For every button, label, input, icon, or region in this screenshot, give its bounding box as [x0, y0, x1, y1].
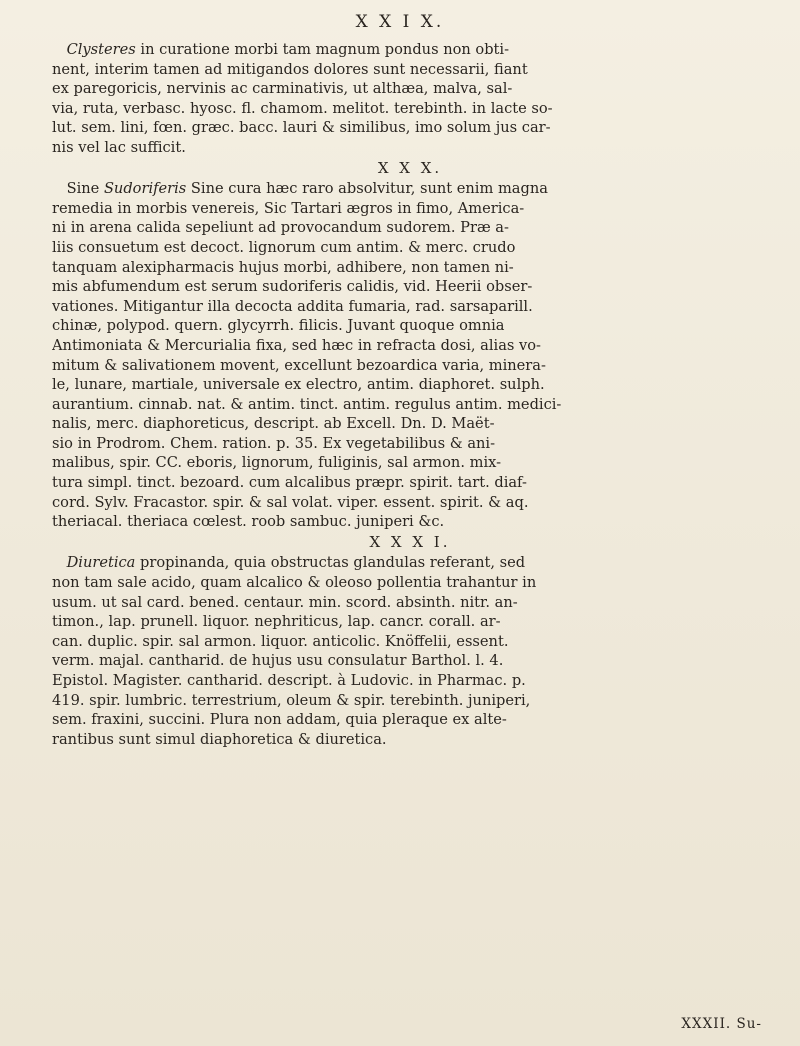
section-number: X X X. — [377, 158, 443, 177]
text-line: ni in arena calida sepeliunt ad provocandum sudorem. Præ a- — [52, 219, 509, 237]
text-line: nent, interim tamen ad mitigandos dolores sunt necessarii, fiant — [52, 60, 528, 78]
text-line: via, ruta, verbasc. hyosc. fl. chamom. melitot. terebinth. in lacte so- — [52, 99, 553, 117]
text-line: lut. sem. lini, fœn. græc. bacc. lauri & similibus, imo solum jus car- — [52, 119, 551, 137]
text-line: usum. ut sal card. bened. centaur. min. scord. absinth. nitr. an- — [52, 593, 518, 611]
text-line: can. duplic. spir. sal armon. liquor. anticolic. Knöffelii, essent. — [52, 632, 509, 650]
text-line: ex paregoricis, nervinis ac carminativis, ut althæa, malva, sal- — [52, 80, 513, 98]
catchword: XXXII. Su- — [681, 1016, 762, 1032]
text-line: nalis, merc. diaphoreticus, descript. ab Excell. Dn. D. Maët- — [52, 415, 495, 433]
text-line: nis vel lac sufficit. — [52, 138, 186, 156]
text-line: tura simpl. tinct. bezoard. cum alcalibus præpr. spirit. tart. diaf- — [52, 474, 527, 492]
text-line: liis consuetum est decoct. lignorum cum antim. & merc. crudo — [52, 238, 516, 256]
text-line: rantibus sunt simul diaphoretica & diuretica. — [52, 730, 387, 748]
text-line: Diuretica propinanda, quia obstructas glandulas referant, sed — [66, 554, 526, 572]
text-line: le, lunare, martiale, universale ex electro, antim. diaphoret. sulph. — [52, 376, 545, 394]
text-line: remedia in morbis venereis, Sic Tartari ægros in fimo, America- — [52, 199, 525, 217]
text-line: Sine Sudoriferis Sine cura hæc raro absolvitur, sunt enim magna — [52, 180, 548, 198]
text-line: Antimoniata & Mercurialia fixa, sed hæc in refracta dosi, alias vo- — [52, 336, 541, 354]
text-line: mis abfumendum est serum sudoriferis calidis, vid. Heerii obser- — [52, 278, 533, 296]
text-line: chinæ, polypod. quern. glycyrrh. filicis. Juvant quoque omnia — [52, 317, 505, 335]
text-block — [52, 40, 768, 749]
text-line: non tam sale acido, quam alcalico & oleoso pollentia trahantur in — [52, 574, 537, 592]
section-number: X X X I. — [369, 532, 451, 551]
text-line: 419. spir. lumbric. terrestrium, oleum & spir. terebinth. juniperi, — [52, 691, 531, 709]
text-line: vationes. Mitigantur illa decocta addita fumaria, rad. sarsaparill. — [52, 297, 533, 315]
text-line: Epistol. Magister. cantharid. descript. à Ludovic. in Pharmac. p. — [52, 672, 526, 689]
lead-word: Sudoriferis — [103, 180, 187, 198]
text-line: mitum & salivationem movent, excellunt bezoardica varia, minera- — [52, 356, 546, 374]
paragraph-sudoriferis — [52, 179, 768, 532]
lead-word: Diuretica — [66, 554, 136, 572]
text-line: aurantium. cinnab. nat. & antim. tinct. antim. regulus antim. medici- — [52, 395, 562, 413]
text-line: tanquam alexipharmacis hujus morbi, adhibere, non tamen ni- — [52, 258, 514, 276]
text-line: Clysteres in curatione morbi tam magnum pondus non obti- — [66, 41, 510, 58]
text-line: theriacal. theriaca cœlest. roob sambuc. juniperi &c. — [52, 513, 445, 531]
paragraph-diuretica — [52, 553, 768, 749]
lead-word: Clysteres — [66, 41, 136, 58]
text-line: sio in Prodrom. Chem. ration. p. 35. Ex vegetabilibus & ani- — [52, 434, 496, 452]
text-line: sem. fraxini, succini. Plura non addam, quia pleraque ex alte- — [52, 711, 507, 729]
text-line: malibus, spir. CC. eboris, lignorum, fuliginis, sal armon. mix- — [52, 454, 502, 472]
text-line: timon., lap. prunell. liquor. nephriticus, lap. cancr. corall. ar- — [52, 613, 501, 631]
paragraph-clysteres — [52, 40, 768, 158]
text-line: verm. majal. cantharid. de hujus usu consulatur Barthol. l. 4. — [52, 652, 504, 670]
text-line: cord. Sylv. Fracastor. spir. & sal volat. viper. essent. spirit. & aq. — [52, 493, 529, 511]
running-head: X X I X. — [355, 12, 445, 32]
